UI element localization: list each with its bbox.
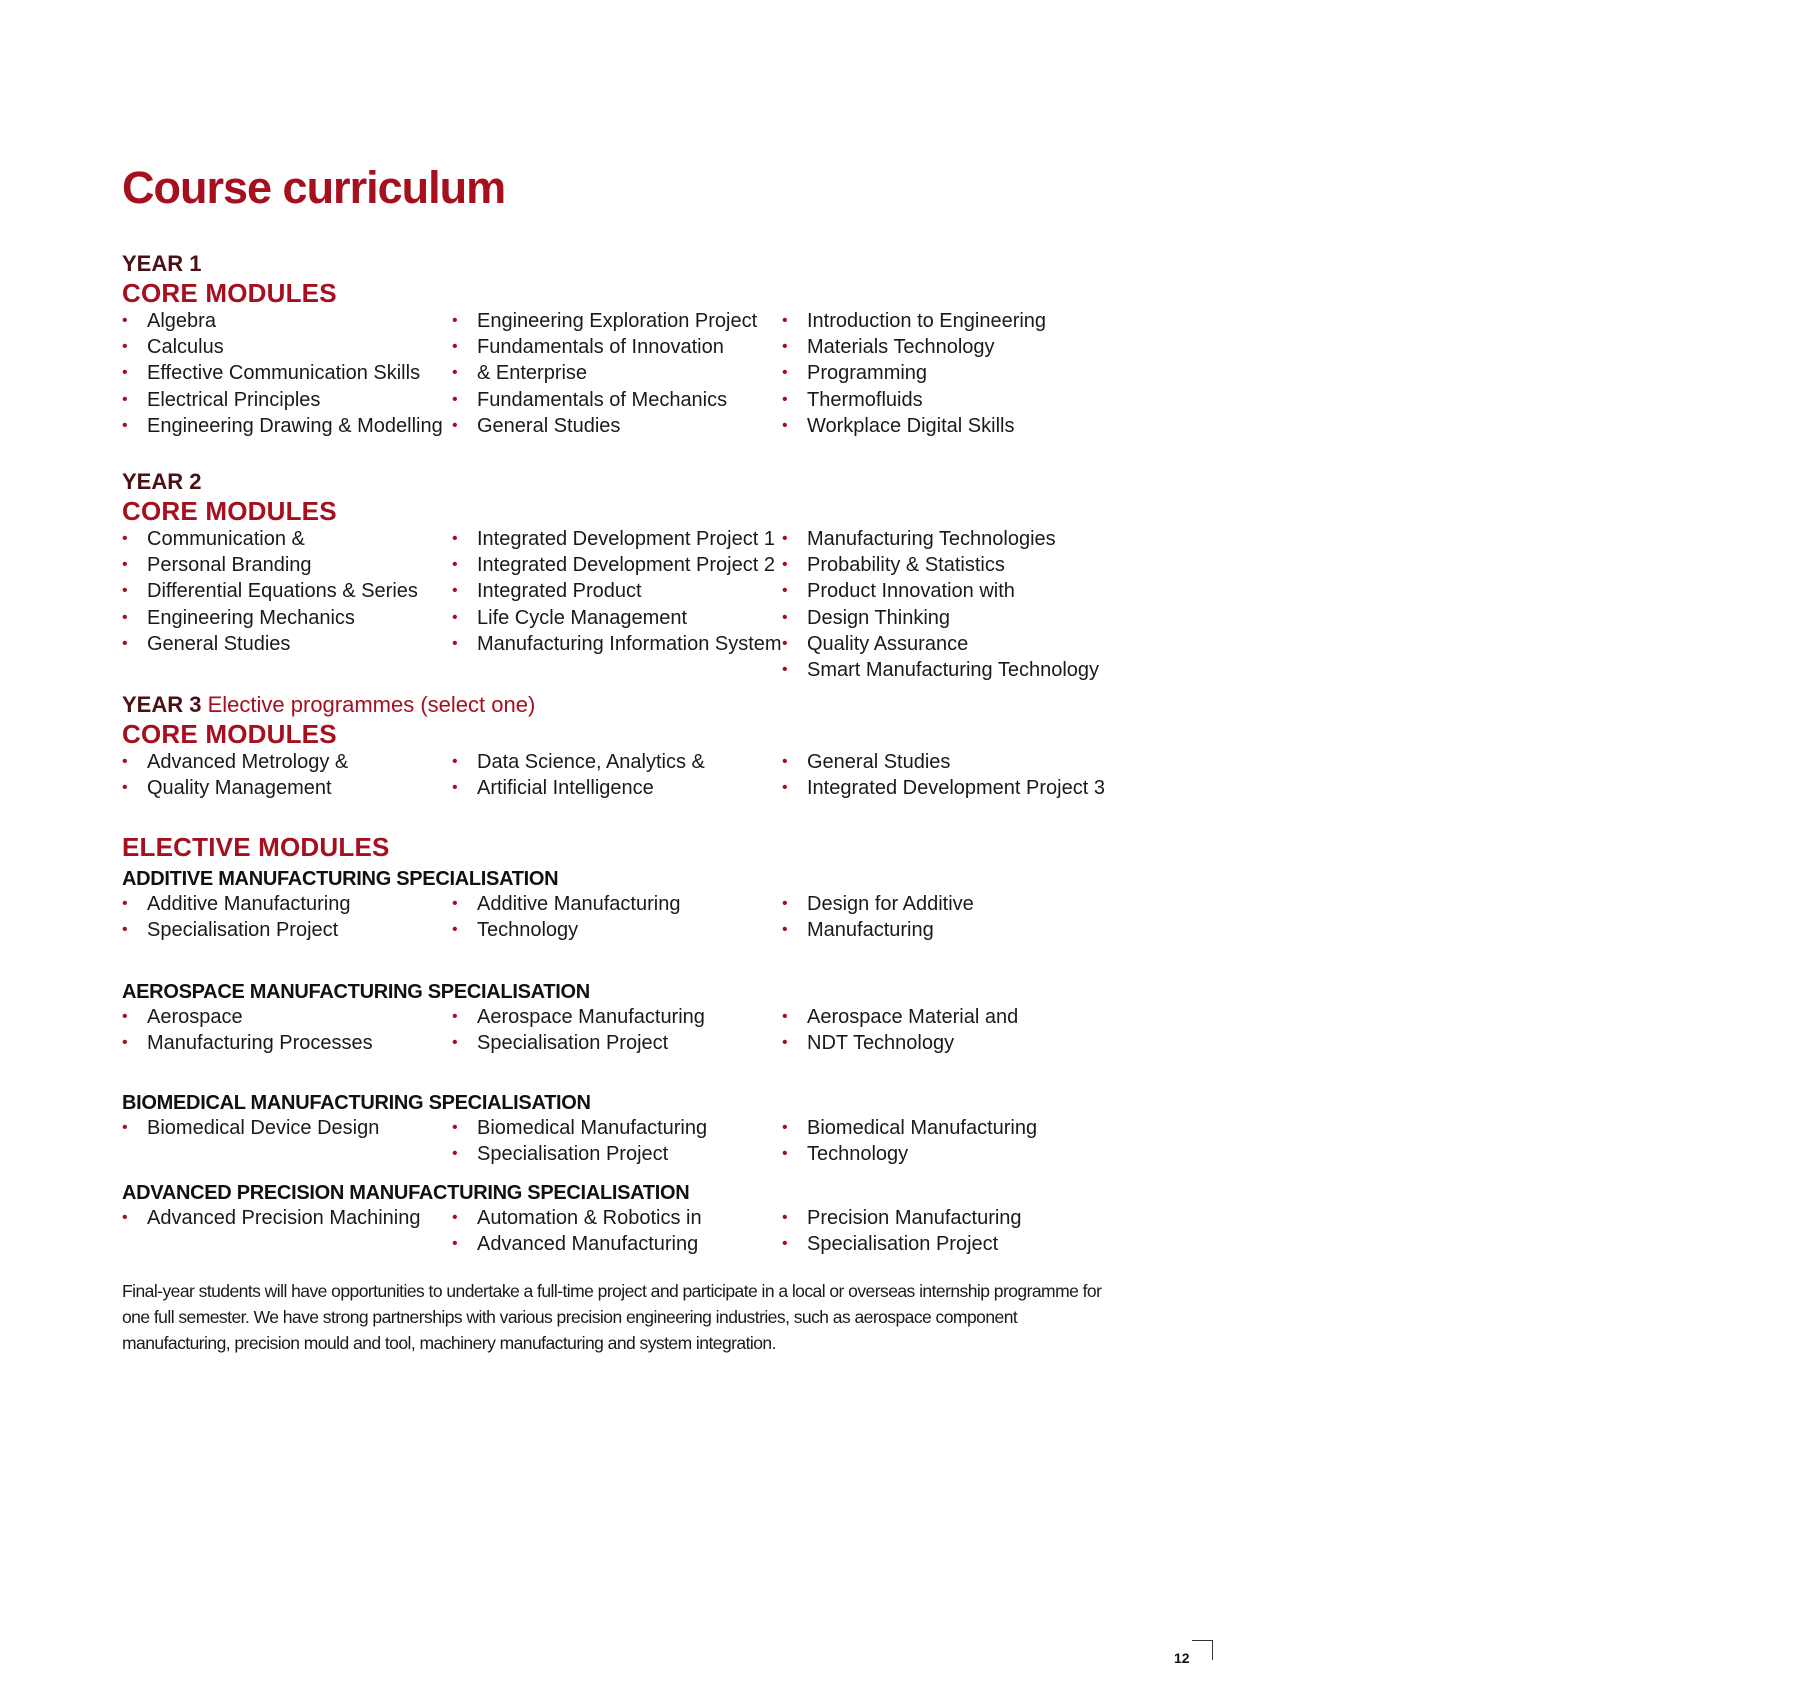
module-item: • Specialisation Project bbox=[122, 917, 452, 943]
additive-specialisation bbox=[122, 867, 1122, 943]
module-item: • Algebra bbox=[122, 308, 452, 334]
module-item: • Electrical Principles bbox=[122, 387, 452, 413]
module-item: • & Enterprise bbox=[452, 360, 782, 386]
module-item: • Data Science, Analytics & bbox=[452, 749, 782, 775]
module-item: • Smart Manufacturing Technology bbox=[782, 657, 1112, 683]
module-item: • NDT Technology bbox=[782, 1030, 1112, 1056]
year2-core-modules bbox=[122, 526, 1122, 683]
precision-specialisation bbox=[122, 1181, 1122, 1257]
module-item: • Personal Branding bbox=[122, 552, 452, 578]
year3-core-modules bbox=[122, 749, 1122, 801]
biomedical-modules bbox=[122, 1115, 1122, 1167]
precision-col-1 bbox=[122, 1205, 452, 1257]
module-item: • Quality Assurance bbox=[782, 631, 1112, 657]
year3-col-1 bbox=[122, 749, 452, 801]
year1-col-1 bbox=[122, 308, 452, 439]
module-item: • Specialisation Project bbox=[452, 1141, 782, 1167]
module-item: • Quality Management bbox=[122, 775, 452, 801]
year1-section bbox=[122, 250, 1122, 439]
module-item: • Programming bbox=[782, 360, 1112, 386]
page-corner-mark bbox=[1192, 1640, 1213, 1660]
year2-label: YEAR 2 bbox=[122, 469, 202, 494]
module-item: • Precision Manufacturing bbox=[782, 1205, 1112, 1231]
aerospace-specialisation-heading: AEROSPACE MANUFACTURING SPECIALISATION bbox=[122, 981, 590, 1003]
module-item: • Communication & bbox=[122, 526, 452, 552]
module-item: • Biomedical Device Design bbox=[122, 1115, 452, 1141]
module-item: • Workplace Digital Skills bbox=[782, 413, 1112, 439]
module-item: • Specialisation Project bbox=[452, 1030, 782, 1056]
module-item: • Introduction to Engineering bbox=[782, 308, 1112, 334]
year3-col-2 bbox=[452, 749, 782, 801]
module-item: • Manufacturing Technologies bbox=[782, 526, 1112, 552]
year2-col-2 bbox=[452, 526, 782, 683]
aerospace-col-3 bbox=[782, 1004, 1112, 1056]
aerospace-modules bbox=[122, 1004, 1122, 1056]
module-item: • Thermofluids bbox=[782, 387, 1112, 413]
module-item: • Product Innovation with bbox=[782, 578, 1112, 604]
module-item: • Engineering Mechanics bbox=[122, 605, 452, 631]
aerospace-col-2 bbox=[452, 1004, 782, 1056]
year3-col-3 bbox=[782, 749, 1112, 801]
module-item: • General Studies bbox=[782, 749, 1112, 775]
module-item: • Design for Additive bbox=[782, 891, 1112, 917]
module-item: • Advanced Manufacturing bbox=[452, 1231, 782, 1257]
module-item: • Biomedical Manufacturing bbox=[782, 1115, 1112, 1141]
year1-label: YEAR 1 bbox=[122, 251, 202, 276]
module-item: • Manufacturing Information System bbox=[452, 631, 782, 657]
additive-col-3 bbox=[782, 891, 1112, 943]
page-number: 12 bbox=[1174, 1650, 1190, 1666]
year1-col-3 bbox=[782, 308, 1112, 439]
elective-modules-heading: ELECTIVE MODULES bbox=[122, 832, 390, 862]
module-item: • Fundamentals of Innovation bbox=[452, 334, 782, 360]
module-item: • Artificial Intelligence bbox=[452, 775, 782, 801]
module-item: • General Studies bbox=[122, 631, 452, 657]
module-item: • Aerospace bbox=[122, 1004, 452, 1030]
footer-paragraph: Final-year students will have opportunities to undertake a full-time project and participate in a local or overseas internship programme for one full semester. We have strong partnerships with various precision engineering industries, such as aerospace component manufacturing, precision mould and tool, machinery manufacturing and system integration. bbox=[122, 1281, 1102, 1353]
module-item: • General Studies bbox=[452, 413, 782, 439]
year1-core-heading: CORE MODULES bbox=[122, 278, 337, 308]
year2-col-3 bbox=[782, 526, 1112, 683]
biomedical-col-1 bbox=[122, 1115, 452, 1167]
year3-label-text: YEAR 3 bbox=[122, 692, 202, 717]
additive-modules bbox=[122, 891, 1122, 943]
module-item: • Integrated Development Project 1 bbox=[452, 526, 782, 552]
module-item: • Technology bbox=[782, 1141, 1112, 1167]
year3-section bbox=[122, 691, 1122, 801]
additive-specialisation-heading: ADDITIVE MANUFACTURING SPECIALISATION bbox=[122, 868, 559, 890]
biomedical-col-3 bbox=[782, 1115, 1112, 1167]
module-item: • Aerospace Material and bbox=[782, 1004, 1112, 1030]
module-item: • Manufacturing Processes bbox=[122, 1030, 452, 1056]
additive-col-1 bbox=[122, 891, 452, 943]
year3-label bbox=[122, 691, 1122, 719]
module-item: • Specialisation Project bbox=[782, 1231, 1112, 1257]
module-item: • Biomedical Manufacturing bbox=[452, 1115, 782, 1141]
biomedical-specialisation bbox=[122, 1091, 1122, 1167]
year1-col-2 bbox=[452, 308, 782, 439]
precision-col-3 bbox=[782, 1205, 1112, 1257]
module-item: • Engineering Exploration Project bbox=[452, 308, 782, 334]
year3-note: Elective programmes (select one) bbox=[207, 692, 536, 717]
aerospace-specialisation bbox=[122, 980, 1122, 1056]
module-item: • Integrated Development Project 2 bbox=[452, 552, 782, 578]
module-item: • Technology bbox=[452, 917, 782, 943]
module-item: • Effective Communication Skills bbox=[122, 360, 452, 386]
module-item: • Fundamentals of Mechanics bbox=[452, 387, 782, 413]
biomedical-specialisation-heading: BIOMEDICAL MANUFACTURING SPECIALISATION bbox=[122, 1092, 591, 1114]
module-item: • Materials Technology bbox=[782, 334, 1112, 360]
module-item: • Aerospace Manufacturing bbox=[452, 1004, 782, 1030]
elective-modules-section bbox=[122, 832, 1122, 862]
year2-col-1 bbox=[122, 526, 452, 683]
module-item: • Integrated Product bbox=[452, 578, 782, 604]
aerospace-col-1 bbox=[122, 1004, 452, 1056]
page-title: Course curriculum bbox=[122, 162, 506, 213]
module-item: • Calculus bbox=[122, 334, 452, 360]
module-item: • Additive Manufacturing bbox=[452, 891, 782, 917]
module-item: • Design Thinking bbox=[782, 605, 1112, 631]
module-item: • Advanced Precision Machining bbox=[122, 1205, 452, 1231]
module-item: • Engineering Drawing & Modelling bbox=[122, 413, 452, 439]
module-item: • Automation & Robotics in bbox=[452, 1205, 782, 1231]
module-item: • Advanced Metrology & bbox=[122, 749, 452, 775]
precision-modules bbox=[122, 1205, 1122, 1257]
precision-col-2 bbox=[452, 1205, 782, 1257]
year2-core-heading: CORE MODULES bbox=[122, 496, 337, 526]
module-item: • Differential Equations & Series bbox=[122, 578, 452, 604]
year2-section bbox=[122, 468, 1122, 683]
module-item: • Additive Manufacturing bbox=[122, 891, 452, 917]
module-item: • Probability & Statistics bbox=[782, 552, 1112, 578]
year1-core-modules bbox=[122, 308, 1122, 439]
additive-col-2 bbox=[452, 891, 782, 943]
precision-specialisation-heading: ADVANCED PRECISION MANUFACTURING SPECIALISATION bbox=[122, 1182, 690, 1204]
year3-core-heading: CORE MODULES bbox=[122, 719, 337, 749]
module-item: • Life Cycle Management bbox=[452, 605, 782, 631]
biomedical-col-2 bbox=[452, 1115, 782, 1167]
module-item: • Manufacturing bbox=[782, 917, 1112, 943]
module-item: • Integrated Development Project 3 bbox=[782, 775, 1112, 801]
